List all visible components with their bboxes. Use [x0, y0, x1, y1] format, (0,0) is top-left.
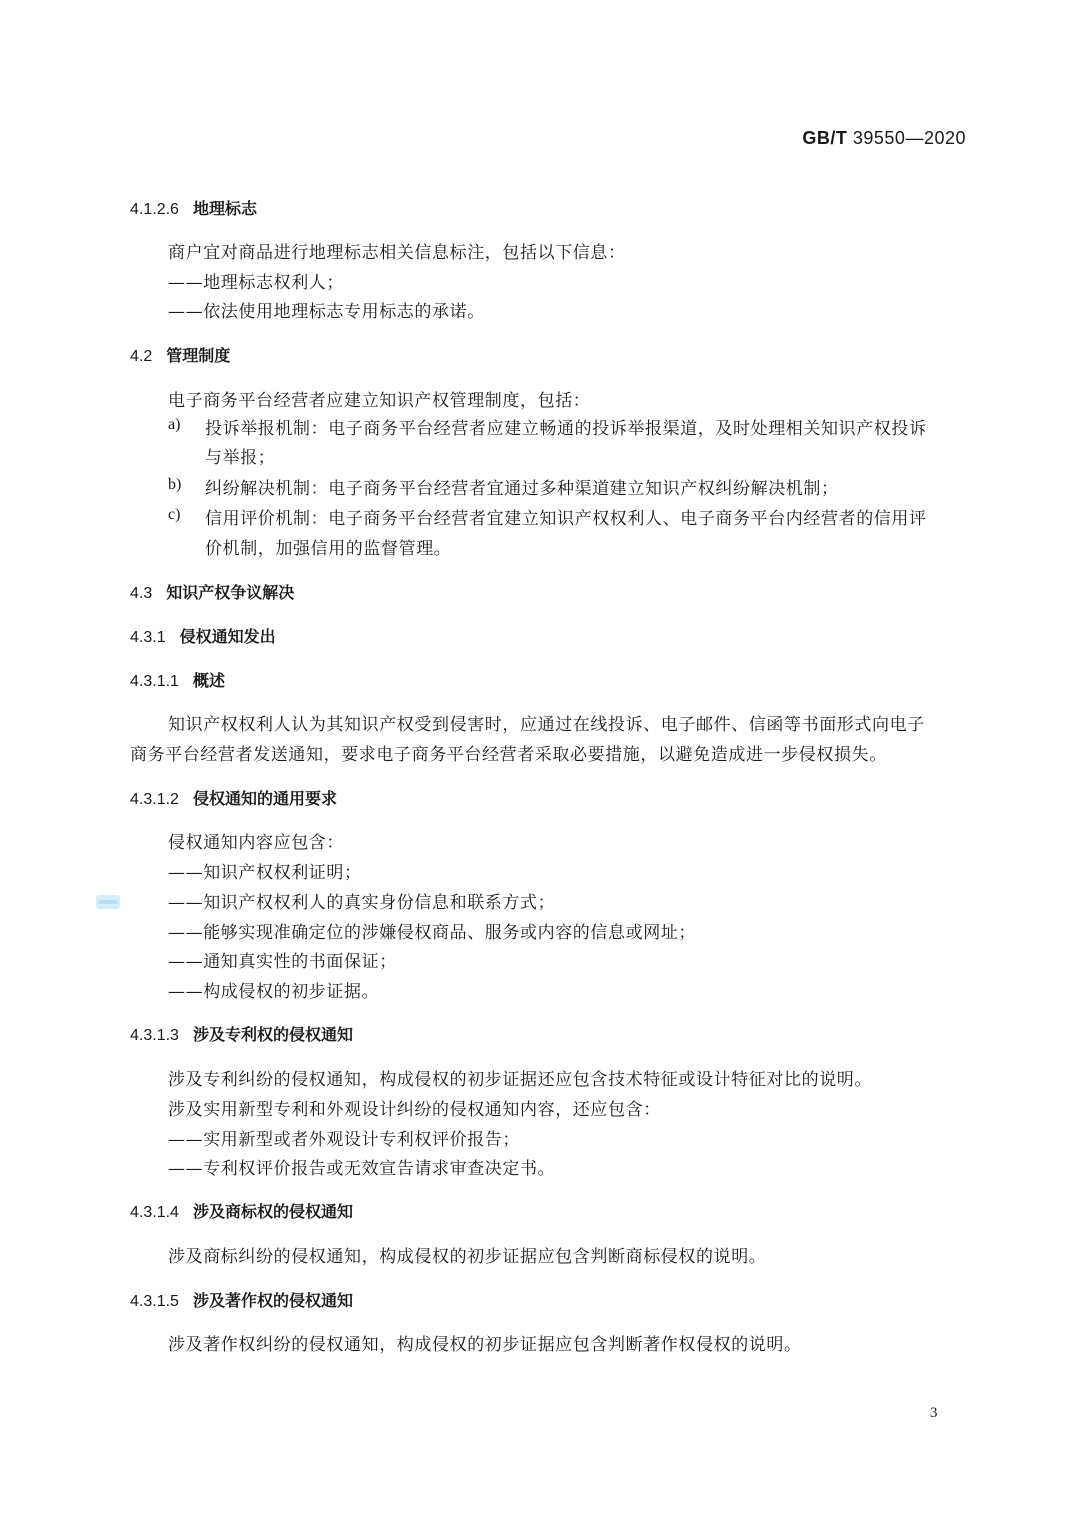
section-title: 涉及商标权的侵权通知 — [192, 1202, 353, 1221]
section-number: 4.3.1 — [130, 629, 166, 646]
standard-code — [802, 128, 966, 149]
section-heading-4-3-1-4 — [130, 1199, 353, 1222]
list-item: ——知识产权权利人的真实身份信息和联系方式； — [168, 893, 556, 913]
list-item: ——构成侵权的初步证据。 — [168, 982, 380, 1002]
section-number: 4.3.1.1 — [130, 673, 179, 690]
paragraph: 涉及实用新型专利和外观设计纠纷的侵权通知内容，还应包含： — [168, 1100, 661, 1120]
section-title: 概述 — [192, 671, 225, 690]
paragraph: 知识产权权利人认为其知识产权受到侵害时，应通过在线投诉、电子邮件、信函等书面形式向电子 — [168, 715, 925, 735]
list-item: ——地理标志权利人； — [168, 273, 344, 293]
list-item: ——专利权评价报告或无效宣告请求审查决定书。 — [168, 1159, 556, 1179]
section-title: 知识产权争议解决 — [166, 583, 295, 602]
page-number: 3 — [930, 1405, 938, 1421]
list-item-continuation: 与举报； — [205, 448, 276, 468]
list-item-text: 纠纷解决机制：电子商务平台经营者宜通过多种渠道建立知识产权纠纷解决机制； — [205, 479, 839, 499]
list-label: c) — [168, 506, 181, 523]
section-heading-4-3-1-1 — [130, 668, 225, 691]
section-number: 4.3.1.5 — [130, 1293, 179, 1310]
section-number: 4.1.2.6 — [130, 201, 179, 218]
list-item-continuation: 价机制，加强信用的监督管理。 — [205, 539, 452, 559]
list-item: ——实用新型或者外观设计专利权评价报告； — [168, 1130, 520, 1150]
section-number: 4.3.1.3 — [130, 1027, 179, 1044]
list-item-text: 信用评价机制：电子商务平台经营者宜建立知识产权权利人、电子商务平台内经营者的信用评 — [205, 509, 927, 529]
list-item: ——通知真实性的书面保证； — [168, 952, 397, 972]
list-item: ——能够实现准确定位的涉嫌侵权商品、服务或内容的信息或网址； — [168, 923, 696, 943]
section-title: 管理制度 — [166, 346, 231, 365]
section-number: 4.3 — [130, 585, 153, 602]
section-title: 侵权通知的通用要求 — [192, 789, 337, 808]
paragraph: 涉及商标纠纷的侵权通知，构成侵权的初步证据应包含判断商标侵权的说明。 — [168, 1247, 767, 1267]
paragraph: 涉及专利纠纷的侵权通知，构成侵权的初步证据还应包含技术特征或设计特征对比的说明。 — [168, 1070, 872, 1090]
paragraph-continuation: 商务平台经营者发送通知，要求电子商务平台经营者采取必要措施，以避免造成进一步侵权损失。 — [130, 745, 887, 765]
list-item-text: 投诉举报机制：电子商务平台经营者应建立畅通的投诉举报渠道，及时处理相关知识产权投诉 — [205, 419, 927, 439]
list-item: ——依法使用地理标志专用标志的承诺。 — [168, 302, 485, 322]
paragraph: 电子商务平台经营者应建立知识产权管理制度，包括： — [168, 391, 591, 411]
section-heading-4-1-2-6 — [130, 196, 257, 219]
section-title: 侵权通知发出 — [179, 627, 276, 646]
list-label: a) — [168, 416, 181, 433]
watermark-logo — [96, 894, 120, 908]
list-item: ——知识产权权利证明； — [168, 863, 362, 883]
section-number: 4.3.1.2 — [130, 791, 179, 808]
paragraph: 侵权通知内容应包含： — [168, 833, 344, 853]
section-heading-4-3-1 — [130, 624, 276, 647]
standard-number: 39550—2020 — [852, 128, 966, 148]
paragraph: 商户宜对商品进行地理标志相关信息标注，包括以下信息： — [168, 243, 626, 263]
section-heading-4-3-1-5 — [130, 1288, 353, 1311]
section-heading-4-3-1-3 — [130, 1022, 353, 1045]
section-number: 4.2 — [130, 348, 153, 365]
section-heading-4-3 — [130, 580, 294, 603]
list-label: b) — [168, 476, 182, 493]
section-title: 涉及专利权的侵权通知 — [192, 1025, 353, 1044]
section-title: 涉及著作权的侵权通知 — [192, 1291, 353, 1310]
paragraph: 涉及著作权纠纷的侵权通知，构成侵权的初步证据应包含判断著作权侵权的说明。 — [168, 1335, 802, 1355]
section-heading-4-2 — [130, 343, 230, 366]
standard-prefix: GB/T — [802, 128, 848, 148]
section-title: 地理标志 — [192, 199, 257, 218]
section-heading-4-3-1-2 — [130, 786, 337, 809]
section-number: 4.3.1.4 — [130, 1204, 179, 1221]
